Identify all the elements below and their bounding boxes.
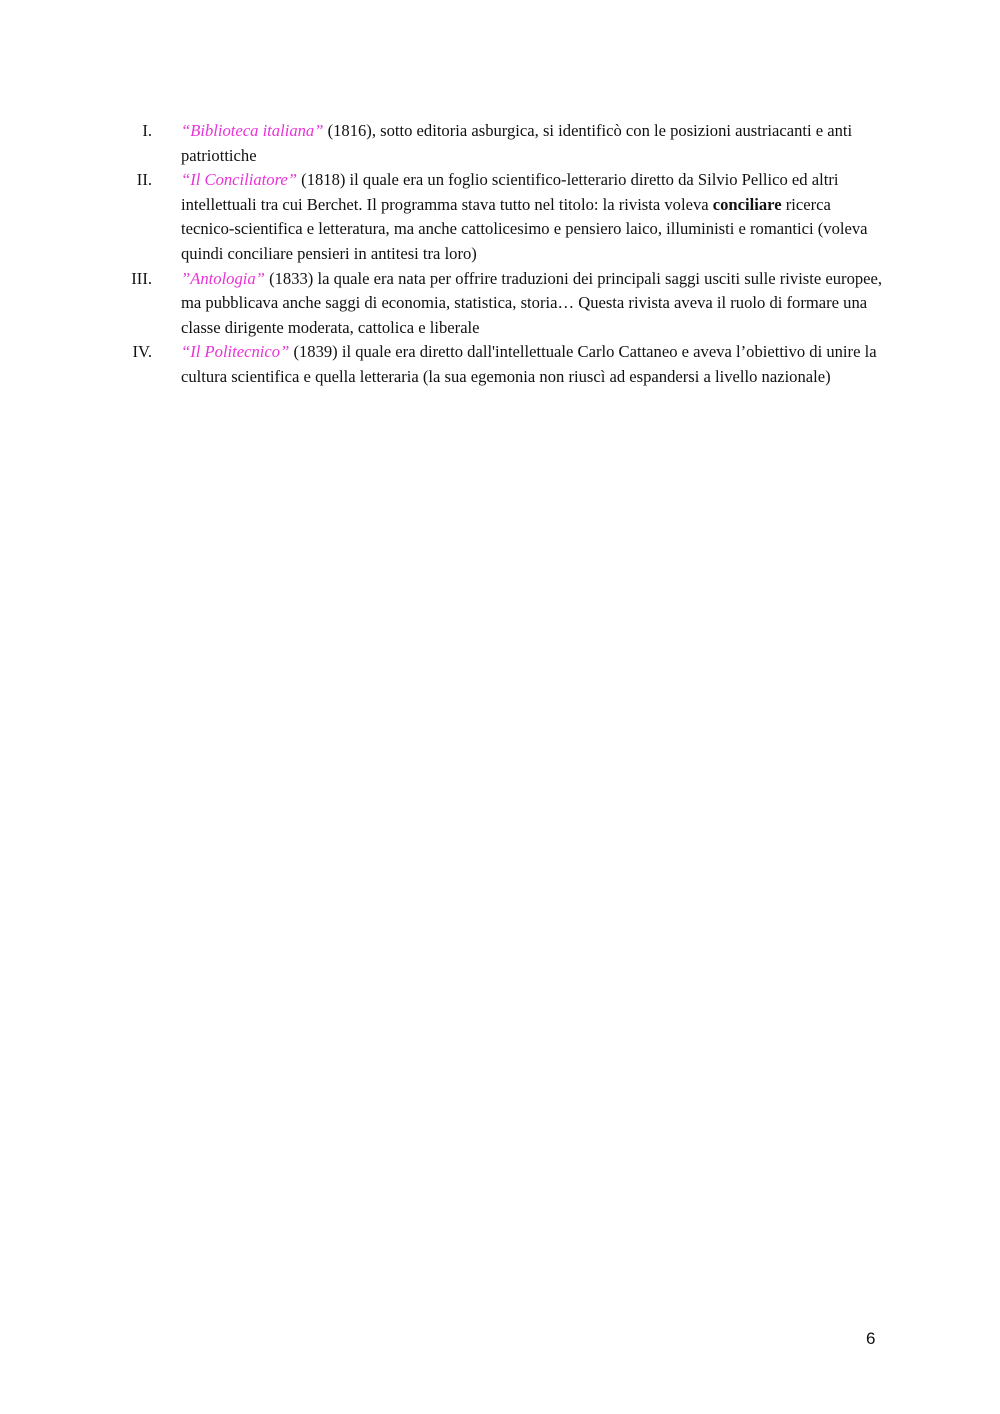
journal-description-end: ricerca tecnico-scientifica e letteratura, ma anche cattolicesimo e pensiero laico, illuministi e romantici (voleva quindi conciliare pensieri in antitesi tra loro)	[181, 194, 868, 263]
list-marker: II.	[136, 170, 152, 190]
journal-description: (1833) la quale era nata per offrire traduzioni dei principali saggi usciti sulle riviste europee, ma pubblicava anche saggi di economia, statistica, storia… Questa rivista aveva il ruolo di formare una classe dirigente moderata, cattolica e liberale	[181, 268, 883, 337]
journal-title: ”Antologia”	[181, 268, 265, 288]
journal-title: “Biblioteca italiana”	[181, 121, 324, 140]
list-item	[124, 267, 884, 341]
journal-description-start: (1818) il quale era un foglio scientifico-letterario diretto da Silvio Pellico ed altri intellettuali tra cui Berchet. Il programma stava tutto nel titolo: la rivista voleva	[181, 170, 839, 214]
bold-keyword: conciliare	[712, 194, 782, 214]
list-item-text	[181, 119, 884, 168]
journal-list	[124, 119, 884, 390]
page-number: 6	[866, 1329, 876, 1348]
list-item	[124, 119, 884, 168]
list-marker: I.	[142, 121, 152, 140]
list-item	[124, 340, 884, 389]
journal-description: (1816), sotto editoria asburgica, si identificò con le posizioni austriacanti e anti patriottiche	[181, 121, 853, 165]
list-marker: IV.	[132, 342, 152, 362]
list-item	[124, 168, 884, 266]
list-item-text	[181, 168, 884, 266]
list-marker: III.	[131, 268, 152, 288]
journal-description: (1839) il quale era diretto dall'intellettuale Carlo Cattaneo e aveva l’obiettivo di unire la cultura scientifica e quella letteraria (la sua egemonia non riuscì ad espandersi a livello nazionale)	[181, 342, 877, 386]
list-item-text	[181, 340, 884, 389]
journal-title: “Il Politecnico”	[181, 342, 290, 362]
journal-title: “Il Conciliatore”	[181, 170, 298, 190]
list-item-text	[181, 267, 884, 341]
